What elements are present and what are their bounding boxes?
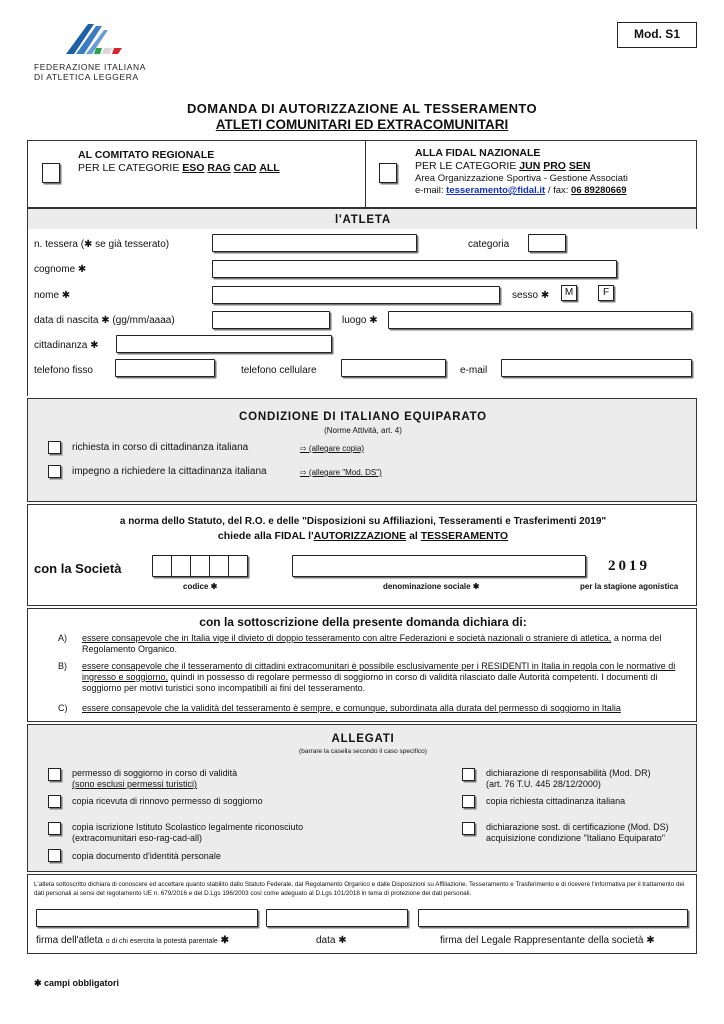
r3-label: dichiarazione sost. di certificazione (Mod. DS) acquisizione condizione "Italiano Equiparato" [486, 822, 669, 843]
decl-a-letter: A) [58, 633, 67, 643]
nome-label: nome ✱ [34, 290, 71, 301]
declaration-title: con la sottoscrizione della presente domanda dichiara di: [199, 615, 527, 629]
firma-legale-label: firma del Legale Rappresentante della società ✱ [440, 935, 655, 946]
right-title: ALLA FIDAL NAZIONALE [415, 147, 541, 159]
equiparato-subtitle: (Norme Attività, art. 4) [324, 426, 402, 435]
decl-c-text: essere consapevole che la validità del tesseramento è sempre, e comunque, subordinata alla durata del permesso di soggiorno in Italia [82, 703, 621, 713]
data-input[interactable] [266, 909, 408, 927]
opt1-label: richiesta in corso di cittadinanza italiana [72, 442, 249, 453]
email-label: e-mail [460, 365, 488, 376]
r2-label: copia richiesta cittadinanza italiana [486, 796, 626, 806]
r2-checkbox[interactable] [462, 795, 475, 808]
opt2-note: ⇨ (allegare "Mod. DS") [300, 468, 382, 477]
nascita-input[interactable] [212, 311, 330, 329]
cittadinanza-input[interactable] [116, 335, 332, 353]
categoria-label: categoria [468, 239, 510, 250]
nascita-label: data di nascita ✱ (gg/mm/aaaa) [34, 315, 175, 326]
l3-label: copia iscrizione Istituto Scolastico legalmente riconosciuto (extracomunitari eso-rag-cad-all) [72, 822, 304, 843]
attachments-subtitle: (barrare la casella secondo il caso specifico) [299, 748, 427, 755]
signature-section [27, 874, 697, 954]
denominazione-label: denominazione sociale ✱ [383, 582, 480, 591]
equiparato-title: CONDIZIONE DI ITALIANO EQUIPARATO [239, 411, 487, 423]
codice-input[interactable] [152, 555, 248, 577]
luogo-input[interactable] [388, 311, 692, 329]
l4-checkbox[interactable] [48, 849, 61, 862]
decl-b-text: essere consapevole che il tesseramento di cittadini extracomunitari è possibile esclusivamente per i RESIDENTI in Italia in regola con le normative di ingresso e soggiorno, quindi in possesso di regolare permesso di soggiorno in corso di validità rilasciato dalle Autorità competenti. I documenti di soggiorno per motivi turistici sono incompatibili ai fini del tesseramento. [82, 661, 676, 693]
l3-checkbox[interactable] [48, 822, 61, 835]
request-line1: a norma dello Statuto, del R.O. e delle "Disposizioni su Affiliazioni, Tesseramenti e Trasferimenti 2019" [119, 516, 607, 527]
tel-cell-input[interactable] [341, 359, 446, 377]
tel-fisso-input[interactable] [115, 359, 215, 377]
title-line2: ATLETI COMUNITARI ED EXTRACOMUNITARI [215, 117, 509, 132]
cognome-label: cognome ✱ [34, 264, 87, 275]
luogo-label: luogo ✱ [342, 315, 378, 326]
denominazione-input[interactable] [292, 555, 586, 577]
comitato-checkbox[interactable] [42, 163, 60, 183]
stagione-label: per la stagione agonistica [580, 582, 679, 591]
contacts: e-mail: tesseramento@fidal.it / fax: 06 89280669 [415, 185, 627, 196]
module-code: Mod. S1 [617, 22, 697, 48]
firma-legale-input[interactable] [418, 909, 688, 927]
nome-input[interactable] [212, 286, 500, 304]
athlete-title: l'ATLETA [335, 214, 391, 226]
decl-b-letter: B) [58, 661, 67, 671]
athlete-section [27, 208, 697, 396]
org-line2: DI ATLETICA LEGGERA [34, 72, 139, 82]
left-title: AL COMITATO REGIONALE [78, 149, 215, 161]
fidal-checkbox[interactable] [379, 163, 397, 183]
l1-label: permesso di soggiorno in corso di validità (sono esclusi permessi turistici) [72, 768, 238, 789]
attachments-title: ALLEGATI [331, 733, 395, 745]
l2-label: copia ricevuta di rinnovo permesso di soggiorno [72, 796, 263, 806]
tel-cell-label: telefono cellulare [241, 365, 317, 376]
cittadinanza-label: cittadinanza ✱ [34, 340, 99, 351]
r1-label: dichiarazione di responsabilità (Mod. DR) (art. 76 T.U. 445 28/12/2000) [486, 768, 651, 789]
privacy-notice: L'atleta sottoscritto dichiara di conoscere ed accettare quanto stabilito dallo Statuto Federale, dal Regolamento Organico e dalle Disposizioni su Affiliazione, Tesseramento e Trasferimento e di ricevere l'informativa per il trattamento dei dati personali ai sensi del regolamento UE n. 679/2016 e del D.Lgs 196/2003 così come adeguato al D.Lgs 101/2018 in tema di protezione dei dati personali. [34, 881, 685, 897]
org-line1: FEDERAZIONE ITALIANA [34, 62, 146, 72]
required-note: ✱ campi obbligatori [34, 978, 120, 988]
sex-m-checkbox[interactable]: M [561, 285, 577, 301]
divider [365, 141, 366, 208]
l1-checkbox[interactable] [48, 768, 61, 781]
title-line1: DOMANDA DI AUTORIZZAZIONE AL TESSERAMENTO [186, 101, 538, 116]
l2-checkbox[interactable] [48, 795, 61, 808]
opt1-checkbox[interactable] [48, 441, 61, 454]
l4-label: copia documento d'identità personale [72, 851, 221, 861]
r3-checkbox[interactable] [462, 822, 475, 835]
declaration-section [27, 608, 697, 722]
org-name [34, 62, 146, 82]
r1-checkbox[interactable] [462, 768, 475, 781]
request-line2: chiede alla FIDAL l'AUTORIZZAZIONE al TESSERAMENTO [217, 530, 509, 542]
opt1-note: ⇨ (allegare copia) [300, 444, 365, 453]
sesso-label: sesso ✱ [512, 290, 550, 301]
codice-label: codice ✱ [183, 582, 218, 591]
tel-fisso-label: telefono fisso [34, 365, 93, 376]
email-input[interactable] [501, 359, 692, 377]
tessera-label: n. tessera (✱ se già tesserato) [34, 239, 170, 250]
categoria-input[interactable] [528, 234, 566, 252]
firma-atleta-label: firma dell'atleta o di chi esercita la potestà parentale ✱ [36, 935, 229, 946]
societa-label: con la Società [34, 561, 122, 576]
attachments-section [27, 724, 697, 872]
data-label: data ✱ [316, 935, 347, 946]
request-section [27, 504, 697, 606]
sex-f-checkbox[interactable]: F [598, 285, 614, 301]
recipient-section [27, 140, 697, 208]
fidal-logo [60, 18, 130, 58]
season-year: 2019 [608, 558, 650, 574]
opt2-label: impegno a richiedere la cittadinanza italiana [72, 466, 267, 477]
tessera-input[interactable] [212, 234, 417, 252]
right-area: Area Organizzazione Sportiva - Gestione Associati [415, 173, 628, 184]
decl-c-letter: C) [58, 703, 68, 713]
decl-a-text: essere consapevole che in Italia vige il divieto di doppio tesseramento con altre Federazioni e società nazionali o straniere di atletica, a norma del Regolamento Organico. [82, 633, 662, 654]
right-cats: PER LE CATEGORIE JUN PRO SEN [415, 160, 591, 172]
equiparato-section [27, 398, 697, 502]
cognome-input[interactable] [212, 260, 617, 278]
email-link[interactable]: tesseramento@fidal.it [446, 185, 546, 196]
firma-atleta-input[interactable] [36, 909, 258, 927]
opt2-checkbox[interactable] [48, 465, 61, 478]
left-cats: PER LE CATEGORIE ESO RAG CAD ALL [78, 162, 280, 174]
